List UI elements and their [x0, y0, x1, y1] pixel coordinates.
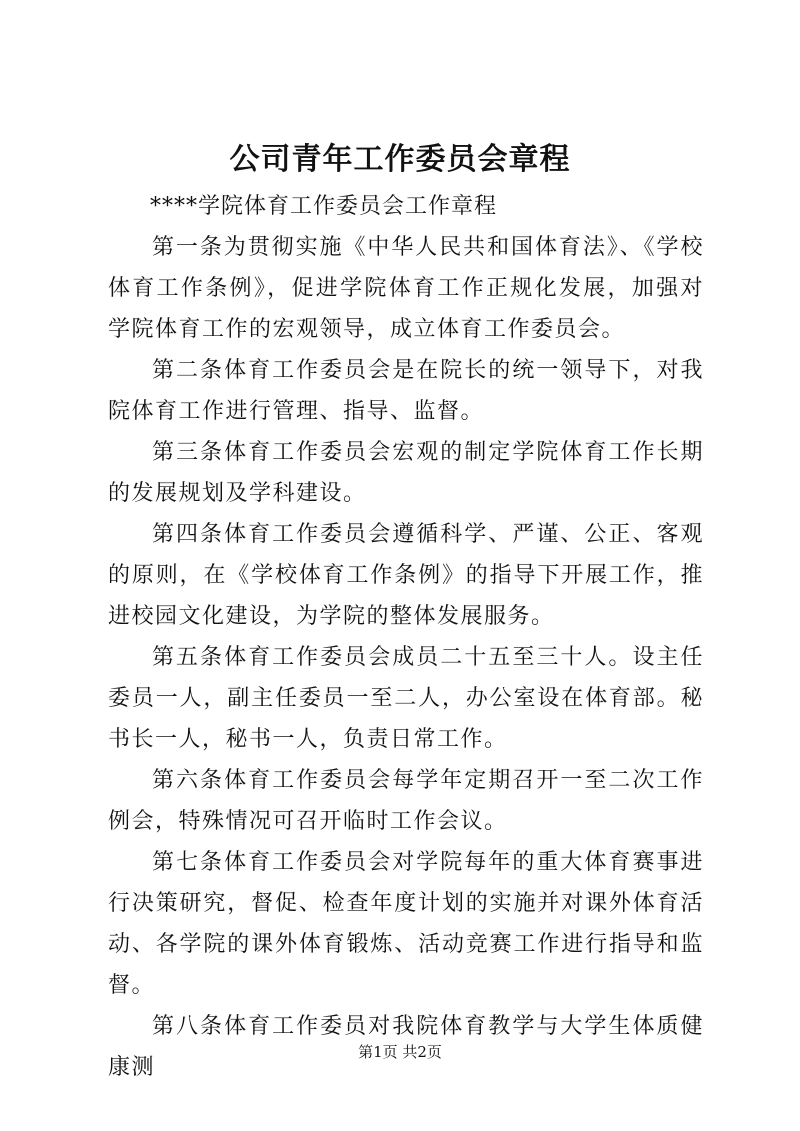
page-number-footer: 第1页 共2页: [358, 1043, 442, 1061]
article-7: 第七条体育工作委员会对学院每年的重大体育赛事进行决策研究，督促、检查年度计划的实施并对课外体育活动、各学院的课外体育锻炼、活动竞赛工作进行指导和监督。: [108, 850, 704, 998]
article-6: 第六条体育工作委员会每学年定期召开一至二次工作例会，特殊情况可召开临时工作会议。: [108, 768, 704, 834]
document-body: [108, 186, 704, 1088]
article-8: 第八条体育工作委员对我院体育教学与大学生体质健康测: [108, 1014, 704, 1080]
article-1: 第一条为贯彻实施《中华人民共和国体育法》、《学校体育工作条例》，促进学院体育工作正规化发展，加强对学院体育工作的宏观领导，成立体育工作委员会。: [108, 235, 704, 342]
document-title: 公司青年工作委员会章程: [229, 142, 571, 177]
document-subtitle: ****学院体育工作委员会工作章程: [150, 194, 498, 219]
article-5: 第五条体育工作委员会成员二十五至三十人。设主任委员一人，副主任委员一至二人，办公室设在体育部。秘书长一人，秘书一人，负责日常工作。: [108, 645, 704, 752]
article-2: 第二条体育工作委员会是在院长的统一领导下，对我院体育工作进行管理、指导、监督。: [108, 358, 704, 424]
article-4: 第四条体育工作委员会遵循科学、严谨、公正、客观的原则，在《学校体育工作条例》的指导下开展工作，推进校园文化建设，为学院的整体发展服务。: [108, 522, 704, 629]
article-3: 第三条体育工作委员会宏观的制定学院体育工作长期的发展规划及学科建设。: [108, 440, 704, 506]
